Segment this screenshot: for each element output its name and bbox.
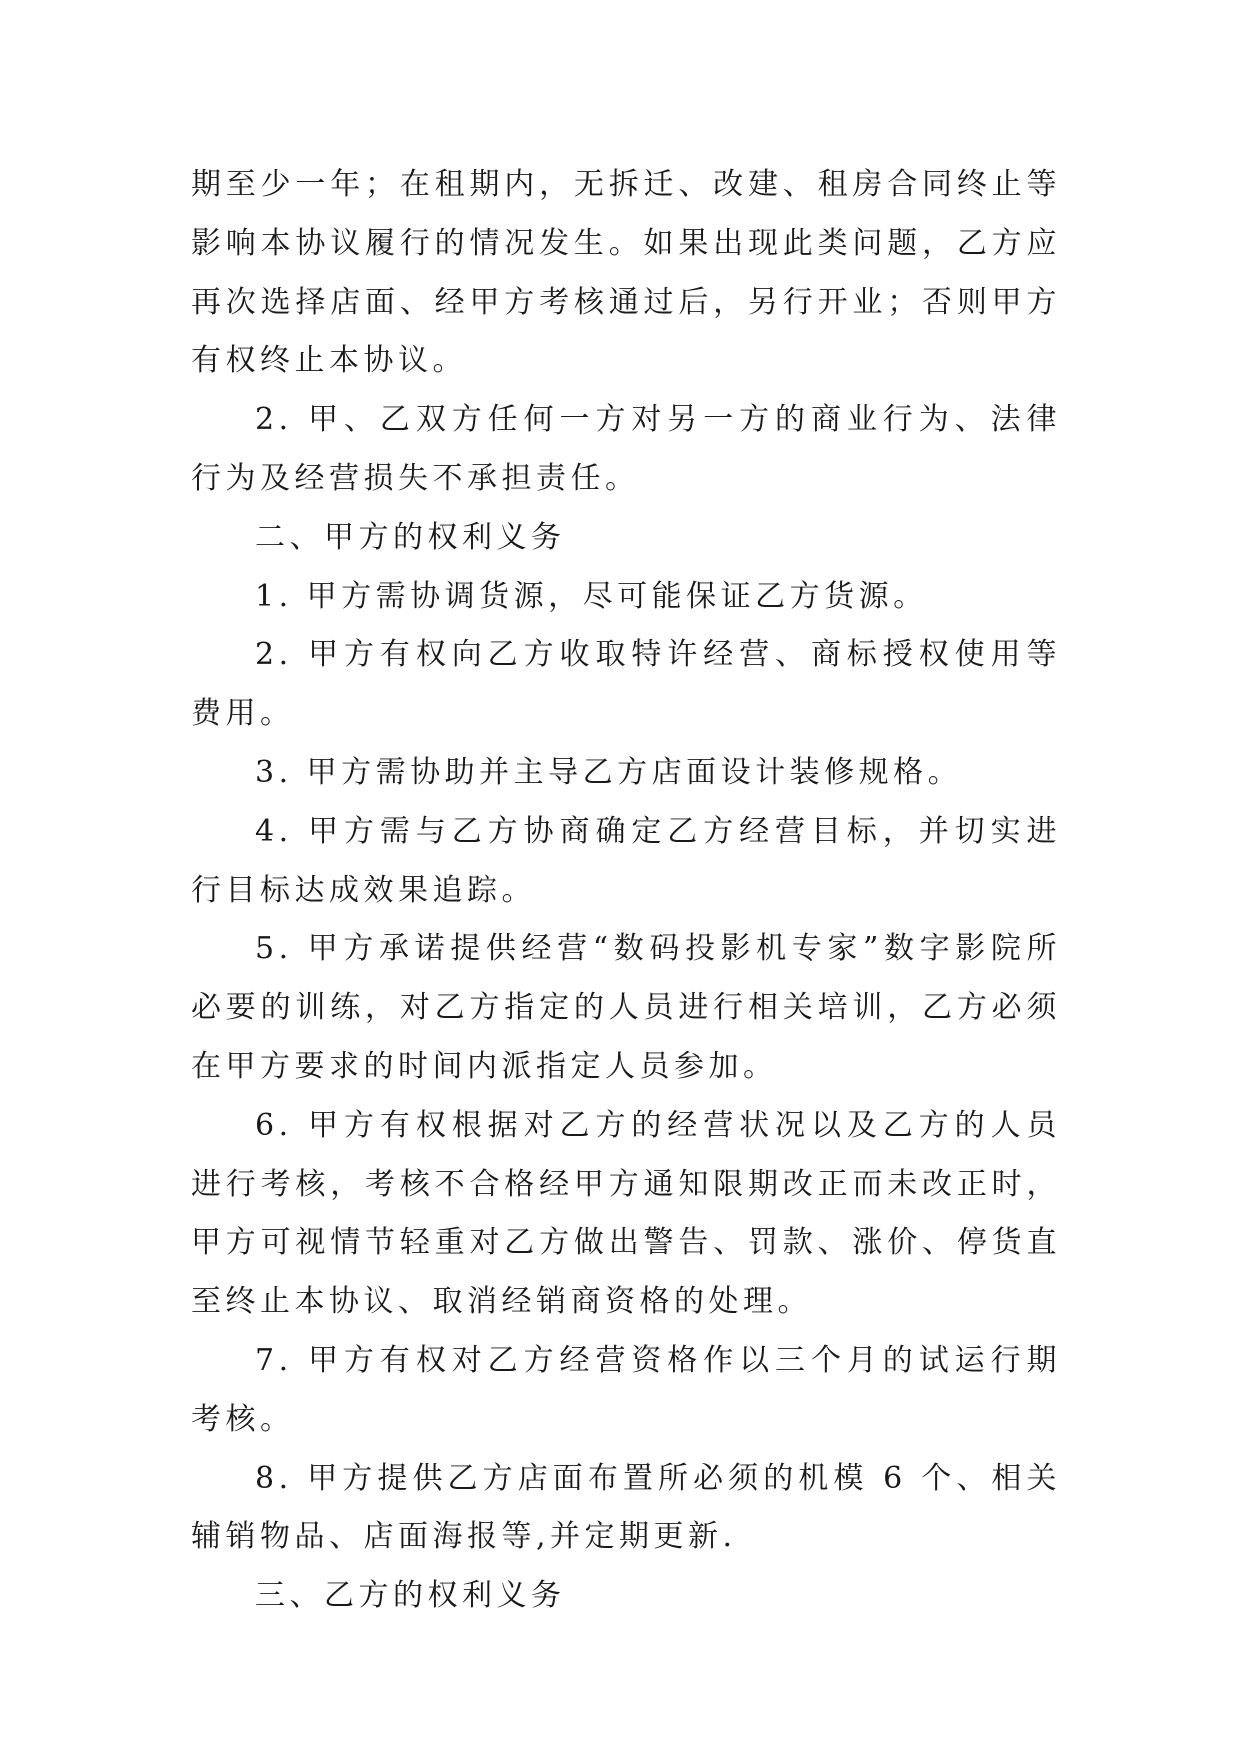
paragraph: 2. 甲方有权向乙方收取特许经营、商标授权使用等费用。: [191, 637, 1061, 732]
paragraph: 1. 甲方需协调货源，尽可能保证乙方货源。: [255, 578, 928, 614]
section-heading: 二、甲方的权利义务: [255, 519, 566, 555]
document-body: [191, 156, 1061, 1626]
paragraph: 期至少一年；在租期内，无拆迁、改建、租房合同终止等影响本协议履行的情况发生。如果出现此类问题，乙方应再次选择店面、经甲方考核通过后，另行开业；否则甲方有权终止本协议。: [191, 167, 1061, 379]
section-heading: 三、乙方的权利义务: [255, 1578, 566, 1614]
paragraph: 5. 甲方承诺提供经营“数码投影机专家”数字影院所必要的训练，对乙方指定的人员进行相关培训，乙方必须在甲方要求的时间内派指定人员参加。: [191, 931, 1061, 1084]
paragraph: 4. 甲方需与乙方协商确定乙方经营目标，并切实进行目标达成效果追踪。: [191, 813, 1061, 908]
paragraph: 2. 甲、乙双方任何一方对另一方的商业行为、法律行为及经营损失不承担责任。: [191, 402, 1061, 496]
paragraph: 7. 甲方有权对乙方经营资格作以三个月的试运行期考核。: [191, 1342, 1061, 1437]
paragraph: 6. 甲方有权根据对乙方的经营状况以及乙方的人员进行考核，考核不合格经甲方通知限期改正而未改正时，甲方可视情节轻重对乙方做出警告、罚款、涨价、停货直至终止本协议、取消经销商资格的处理。: [191, 1107, 1061, 1320]
paragraph: 3. 甲方需协助并主导乙方店面设计装修规格。: [255, 754, 963, 790]
paragraph: 8. 甲方提供乙方店面布置所必须的机模 6 个、相关辅销物品、店面海报等,并定期更新.: [191, 1460, 1061, 1555]
